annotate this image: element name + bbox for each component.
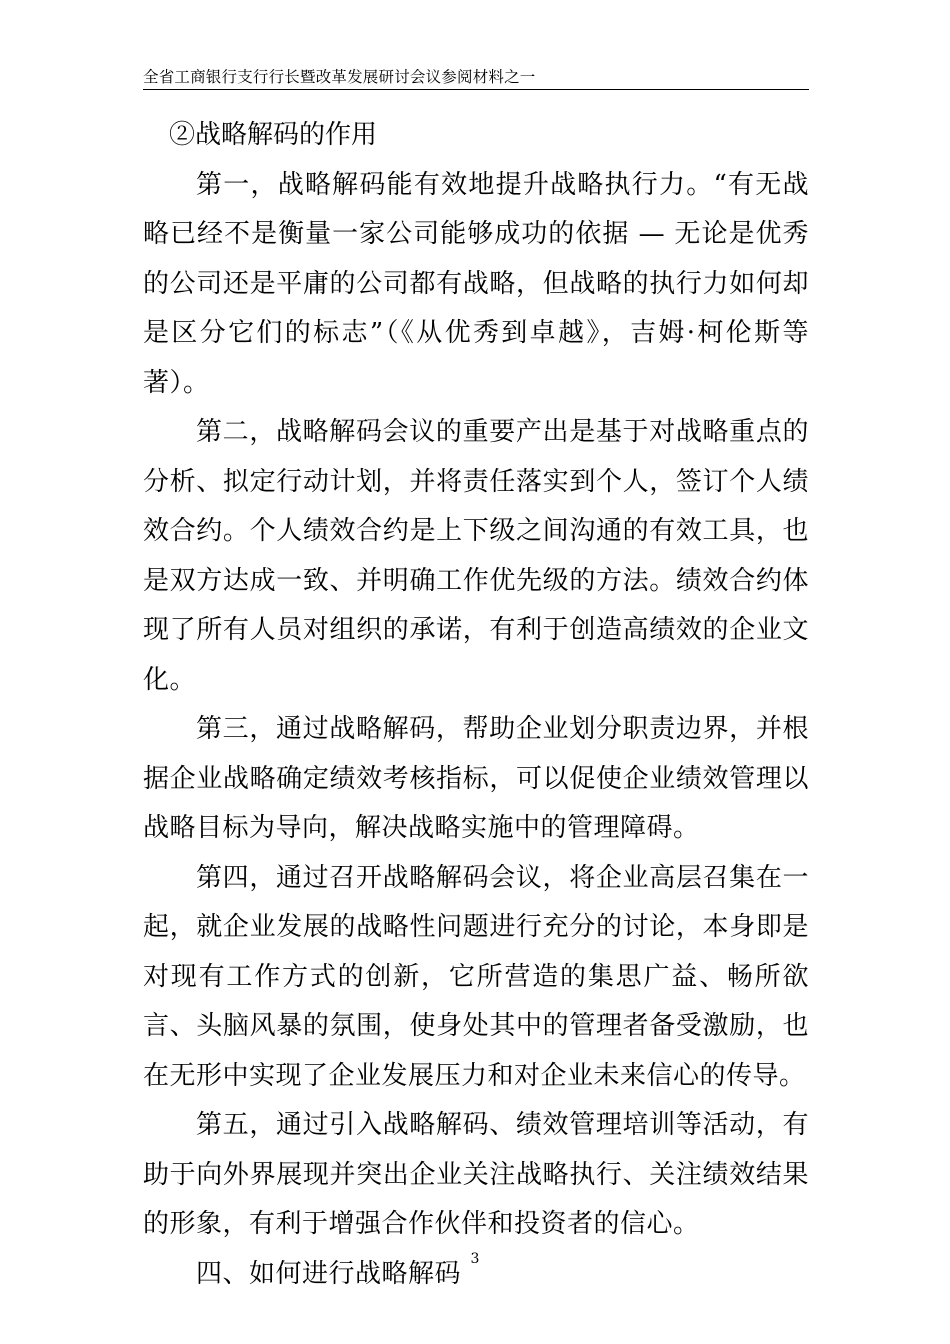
paragraph-fifth: 第五，通过引入战略解码、绩效管理培训等活动，有助于向外界展现并突出企业关注战略执行、关注绩效结果的形象，有利于增强合作伙伴和投资者的信心。 (143, 1110, 809, 1239)
section-subheading: ②战略解码的作用 (169, 120, 378, 150)
paragraph-fourth: 第四，通过召开战略解码会议，将企业高层召集在一起，就企业发展的战略性问题进行充分的讨论，本身即是对现有工作方式的创新，它所营造的集思广益、畅所欲言、头脑风暴的氛围，使身处其中的管理者备受激励，也在无形中实现了企业发展压力和对企业未来信心的传导。 (143, 862, 809, 1091)
page-number: 3 (470, 1251, 480, 1267)
running-header: 全省工商银行支行行长暨改革发展研讨会议参阅材料之一 (143, 68, 536, 86)
next-section-heading: 四、如何进行战略解码 (196, 1258, 462, 1289)
paragraph-first: 第一，战略解码能有效地提升战略执行力。“有无战略已经不是衡量一家公司能够成功的依据 — 无论是优秀的公司还是平庸的公司都有战略，但战略的执行力如何却是区分它们的标志”（《从优秀到卓越》，吉姆·柯伦斯等著）。 (143, 169, 809, 398)
paragraph-third: 第三，通过战略解码，帮助企业划分职责边界，并根据企业战略确定绩效考核指标，可以促使企业绩效管理以战略目标为导向，解决战略实施中的管理障碍。 (143, 714, 809, 843)
paragraph-second: 第二，战略解码会议的重要产出是基于对战略重点的分析、拟定行动计划，并将责任落实到个人，签订个人绩效合约。个人绩效合约是上下级之间沟通的有效工具，也是双方达成一致、并明确工作优先级的方法。绩效合约体现了所有人员对组织的承诺，有利于创造高绩效的企业文化。 (143, 417, 809, 695)
header-rule (143, 89, 809, 90)
document-body (143, 111, 809, 1299)
